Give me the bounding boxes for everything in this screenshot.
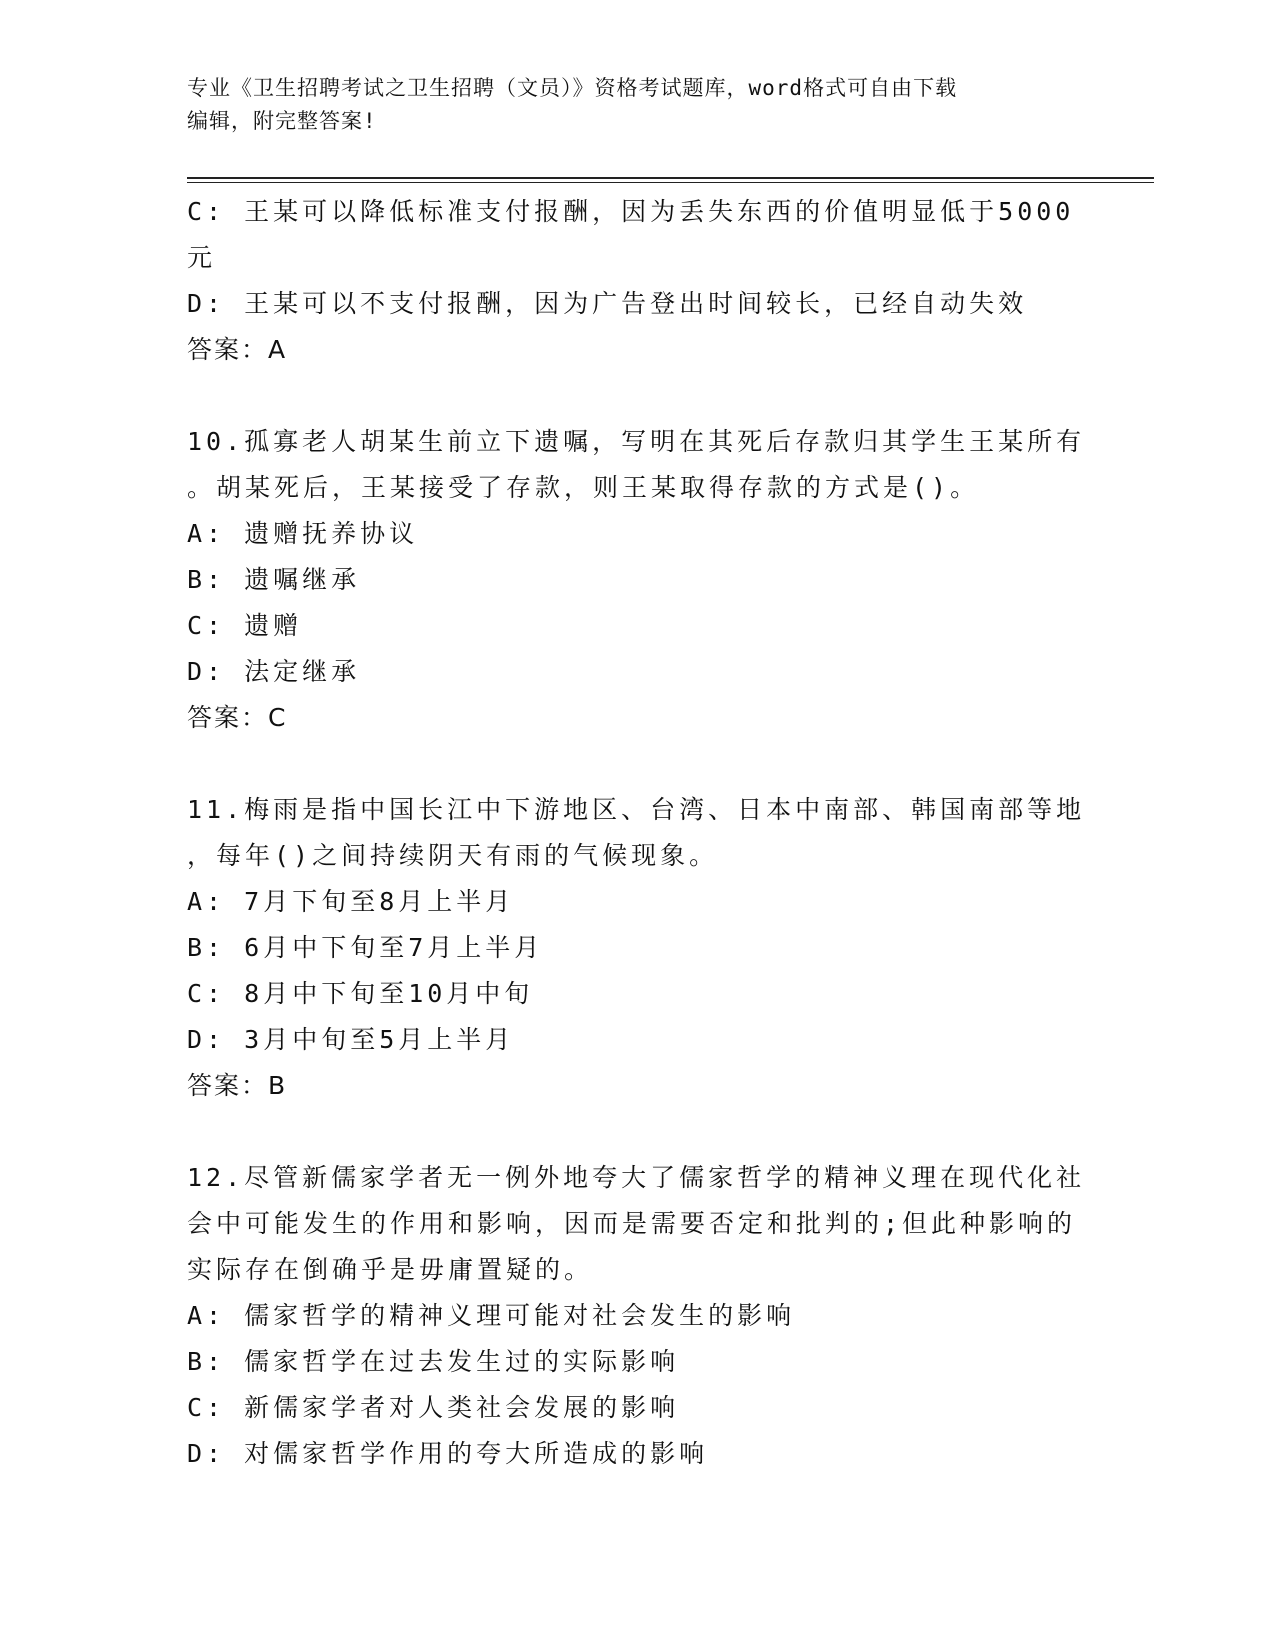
option-c: C: 8月中下旬至10月中旬 <box>187 979 534 1008</box>
answer: 答案：A <box>187 335 288 364</box>
question-stem: 12.尽管新儒家学者无一例外地夸大了儒家哲学的精神义理在现代化社 <box>187 1163 1086 1192</box>
option-a: A: 7月下旬至8月上半月 <box>187 887 515 916</box>
question-stem: 。胡某死后，王某接受了存款，则王某取得存款的方式是()。 <box>187 473 980 502</box>
header-line-2: 编辑，附完整答案! <box>187 109 377 133</box>
question-stem: 11.梅雨是指中国长江中下游地区、台湾、日本中南部、韩国南部等地 <box>187 795 1086 824</box>
question-list <box>187 189 1087 1477</box>
answer: 答案：C <box>187 703 288 732</box>
question-stem: 会中可能发生的作用和影响，因而是需要否定和批判的;但此种影响的 <box>187 1209 1077 1238</box>
question-stem: 实际存在倒确乎是毋庸置疑的。 <box>187 1255 594 1284</box>
question-10 <box>187 419 1087 741</box>
option-b: B: 遗嘱继承 <box>187 565 361 594</box>
question-11 <box>187 787 1087 1109</box>
option-c: C: 遗赠 <box>187 611 303 640</box>
option-a: A: 儒家哲学的精神义理可能对社会发生的影响 <box>187 1301 796 1330</box>
question-9-continued <box>187 189 1087 373</box>
option-c: C: 王某可以降低标准支付报酬，因为丢失东西的价值明显低于5000 <box>187 197 1075 226</box>
option-d: D: 王某可以不支付报酬，因为广告登出时间较长，已经自动失效 <box>187 289 1028 318</box>
question-stem: ，每年()之间持续阴天有雨的气候现象。 <box>187 841 719 870</box>
option-a: A: 遗赠抚养协议 <box>187 519 419 548</box>
header-line-1: 专业《卫生招聘考试之卫生招聘（文员）》资格考试题库，word格式可自由下载 <box>187 76 958 100</box>
option-b: B: 儒家哲学在过去发生过的实际影响 <box>187 1347 680 1376</box>
header-divider <box>187 177 1154 179</box>
option-d: D: 对儒家哲学作用的夸大所造成的影响 <box>187 1439 709 1468</box>
question-12 <box>187 1155 1087 1477</box>
header-divider-thin <box>187 182 1154 183</box>
document-header <box>187 72 1087 138</box>
option-b: B: 6月中下旬至7月上半月 <box>187 933 544 962</box>
option-c: C: 新儒家学者对人类社会发展的影响 <box>187 1393 680 1422</box>
option-d: D: 法定继承 <box>187 657 361 686</box>
answer: 答案：B <box>187 1071 288 1100</box>
option-d: D: 3月中旬至5月上半月 <box>187 1025 515 1054</box>
option-c-wrap: 元 <box>187 243 217 272</box>
question-stem: 10.孤寡老人胡某生前立下遗嘱，写明在其死后存款归其学生王某所有 <box>187 427 1086 456</box>
